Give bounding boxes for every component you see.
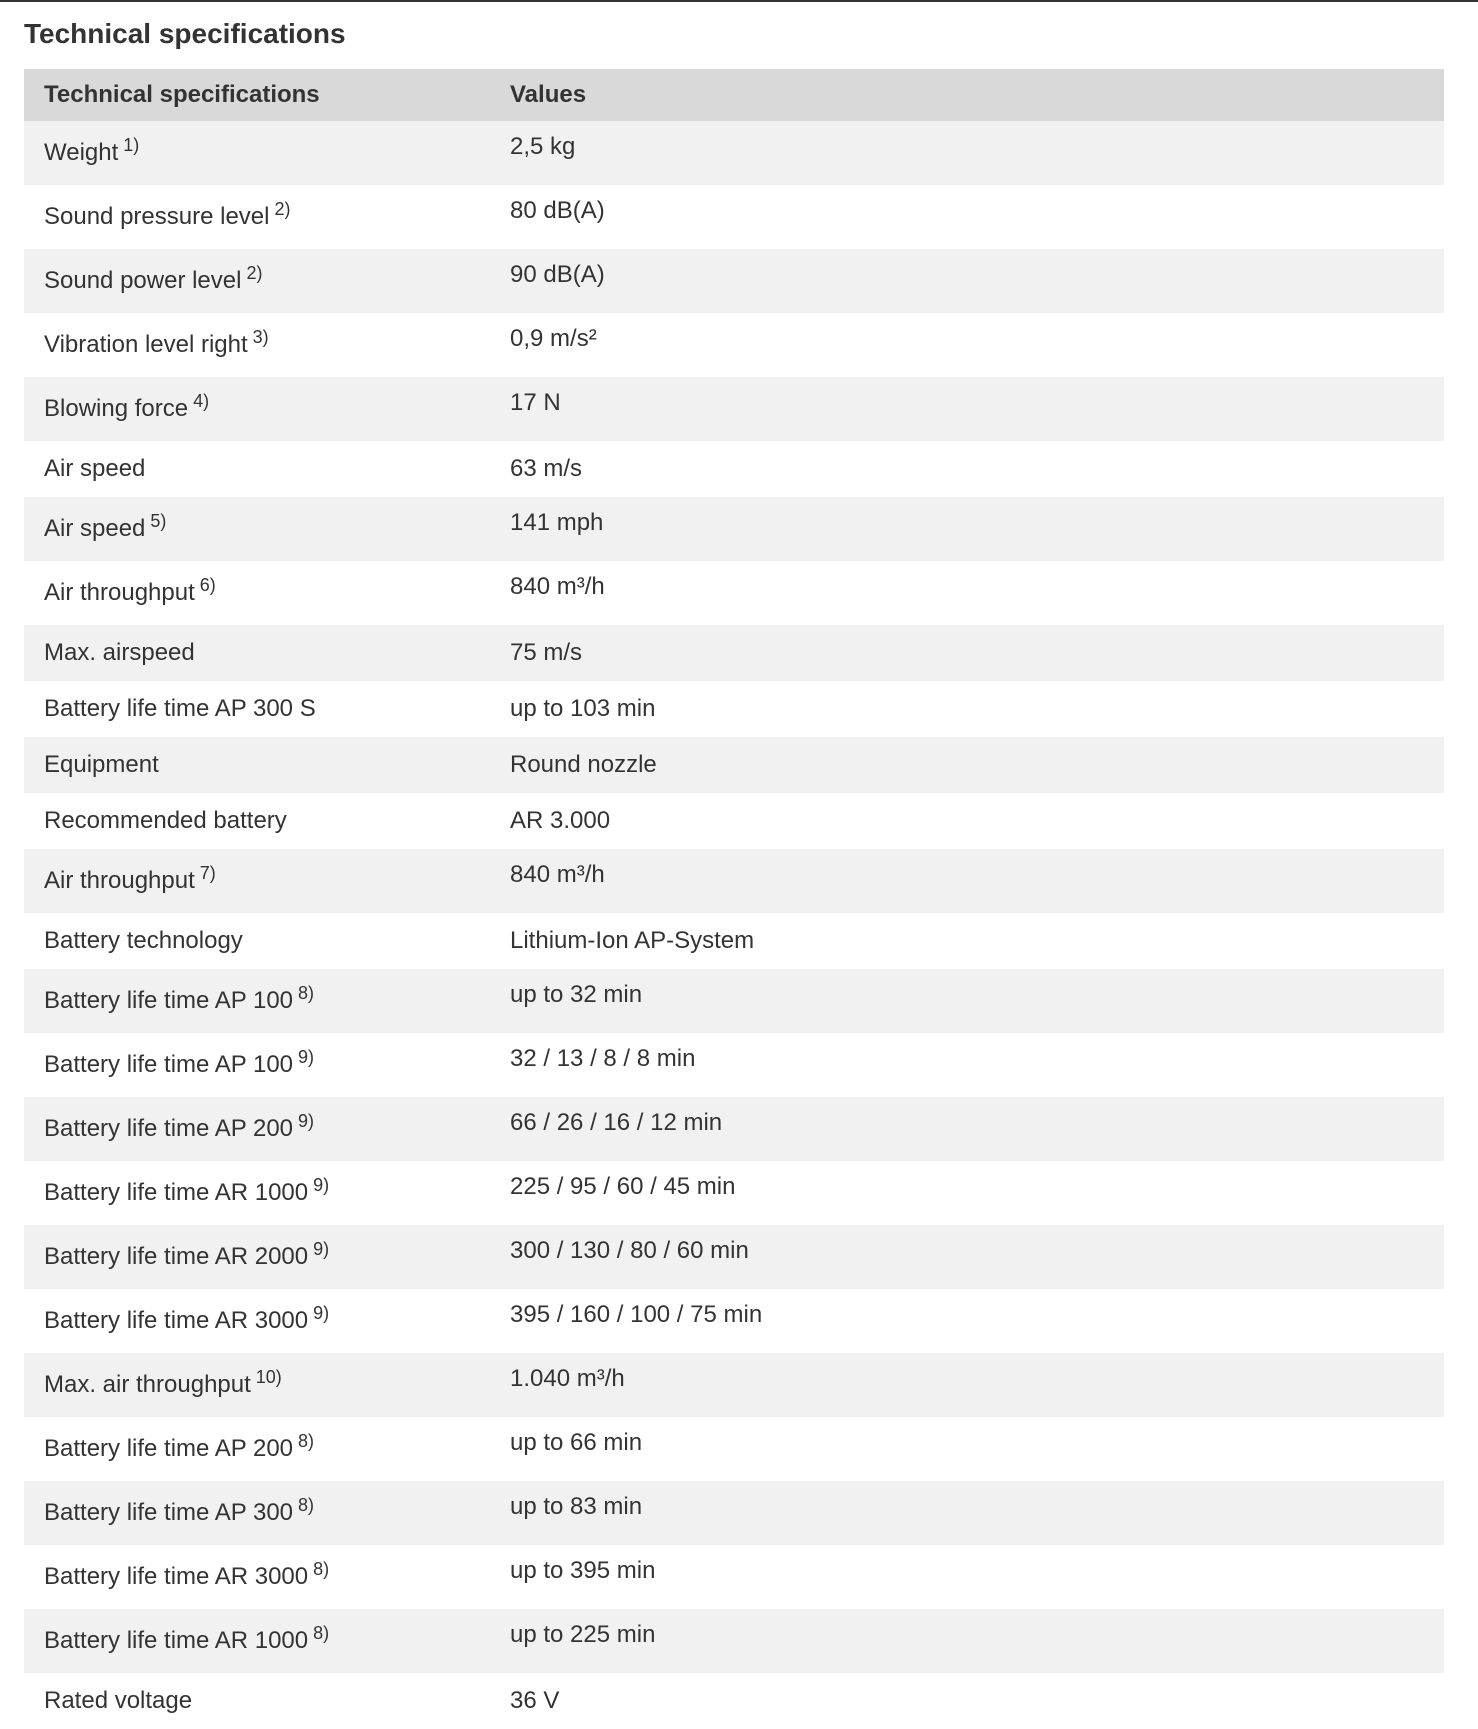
footnote-marker: 2) [246,263,263,283]
value-cell [490,969,1444,1033]
value-cell [490,625,1444,681]
spec-label: Air speed [44,455,146,482]
spec-cell [24,681,490,737]
spec-label: Sound pressure level [44,203,270,230]
value-cell [490,497,1444,561]
spec-label: Battery life time AR 1000 [44,1627,309,1654]
value-cell [490,1545,1444,1609]
spec-cell [24,1289,490,1353]
value-cell [490,441,1444,497]
value-cell [490,1417,1444,1481]
table-row [24,1609,1444,1673]
value-cell [490,249,1444,313]
spec-label: Air speed [44,515,146,542]
spec-value: 36 V [510,1687,560,1714]
spec-label: Battery life time AR 3000 [44,1307,309,1334]
table-row [24,849,1444,913]
spec-value: 300 / 130 / 80 / 60 min [510,1237,749,1264]
spec-label: Equipment [44,751,159,778]
footnote-marker: 9) [313,1175,330,1195]
table-row [24,793,1444,849]
section-title: Technical specifications [24,18,346,49]
spec-cell [24,249,490,313]
spec-label: Recommended battery [44,807,287,834]
footnote-marker: 2) [274,199,291,219]
table-row [24,1417,1444,1481]
table-row [24,1289,1444,1353]
spec-label: Max. airspeed [44,639,195,666]
spec-label: Air throughput [44,867,195,894]
footnote-marker: 9) [298,1111,315,1131]
table-row [24,1161,1444,1225]
value-cell [490,185,1444,249]
column-header-spec: Technical specifications [24,69,490,121]
spec-label: Weight [44,139,119,166]
spec-label: Sound power level [44,267,242,294]
spec-cell [24,121,490,185]
spec-value: 90 dB(A) [510,261,605,288]
table-row [24,1353,1444,1417]
spec-label: Battery life time AP 300 [44,1499,294,1526]
spec-label: Battery life time AR 2000 [44,1243,309,1270]
value-cell [490,737,1444,793]
spec-value: up to 66 min [510,1429,643,1456]
footnote-marker: 9) [298,1047,315,1067]
value-cell [490,681,1444,737]
spec-label: Air throughput [44,579,195,606]
spec-value: 840 m³/h [510,573,605,600]
table-row [24,561,1444,625]
table-row [24,1481,1444,1545]
spec-cell [24,1097,490,1161]
spec-label: Rated voltage [44,1687,193,1714]
table-row [24,377,1444,441]
spec-value: Lithium-Ion AP-System [510,927,755,954]
value-cell [490,793,1444,849]
spec-label: Max. air throughput [44,1371,251,1398]
table-body [24,121,1444,1729]
footnote-marker: 6) [199,575,216,595]
table-row [24,913,1444,969]
spec-value: 2,5 kg [510,133,576,160]
spec-cell [24,1353,490,1417]
spec-value: Round nozzle [510,751,657,778]
spec-value: AR 3.000 [510,807,611,834]
footnote-marker: 8) [298,1431,315,1451]
spec-value: up to 32 min [510,981,643,1008]
spec-cell [24,625,490,681]
spec-value: up to 83 min [510,1493,643,1520]
spec-label: Battery life time AP 100 [44,987,294,1014]
table-row [24,313,1444,377]
spec-cell [24,969,490,1033]
spec-label: Battery life time AP 100 [44,1051,294,1078]
spec-value: 63 m/s [510,455,583,482]
footnote-marker: 3) [252,327,269,347]
value-cell [490,313,1444,377]
value-cell [490,1353,1444,1417]
footnote-marker: 9) [313,1239,330,1259]
table-row [24,1673,1444,1729]
spec-label: Battery life time AP 200 [44,1115,294,1142]
spec-value: 0,9 m/s² [510,325,597,352]
spec-label: Battery life time AR 3000 [44,1563,309,1590]
footnote-marker: 8) [313,1623,330,1643]
table-row [24,1545,1444,1609]
spec-value: 1.040 m³/h [510,1365,625,1392]
value-cell [490,121,1444,185]
footnote-marker: 1) [123,135,140,155]
spec-cell [24,313,490,377]
table-row [24,681,1444,737]
spec-value: 75 m/s [510,639,583,666]
column-header-value: Values [490,69,1444,121]
value-cell [490,1161,1444,1225]
table-row [24,737,1444,793]
spec-cell [24,737,490,793]
spec-value: 17 N [510,389,561,416]
spec-label: Battery life time AR 1000 [44,1179,309,1206]
table-row [24,1225,1444,1289]
spec-value: 225 / 95 / 60 / 45 min [510,1173,736,1200]
table-header-row [24,69,1444,121]
footnote-marker: 10) [255,1367,282,1387]
footnote-marker: 5) [150,511,167,531]
spec-label: Vibration level right [44,331,248,358]
spec-value: 80 dB(A) [510,197,605,224]
table-row [24,121,1444,185]
footnote-marker: 8) [298,1495,315,1515]
spec-value: 395 / 160 / 100 / 75 min [510,1301,763,1328]
value-cell [490,1097,1444,1161]
spec-value: 32 / 13 / 8 / 8 min [510,1045,696,1072]
spec-cell [24,377,490,441]
spec-cell [24,1033,490,1097]
spec-label: Battery life time AP 300 S [44,695,316,722]
footnote-marker: 8) [313,1559,330,1579]
spec-cell [24,185,490,249]
value-cell [490,377,1444,441]
table-row [24,1097,1444,1161]
table-row [24,969,1444,1033]
spec-cell [24,793,490,849]
spec-cell [24,1161,490,1225]
table-row [24,185,1444,249]
spec-cell [24,1225,490,1289]
value-cell [490,1289,1444,1353]
spec-cell [24,1545,490,1609]
top-divider [0,0,1478,2]
table-row [24,497,1444,561]
spec-cell [24,497,490,561]
spec-value: 840 m³/h [510,861,605,888]
spec-cell [24,561,490,625]
value-cell [490,1033,1444,1097]
value-cell [490,561,1444,625]
spec-cell [24,441,490,497]
spec-value: 141 mph [510,509,604,536]
value-cell [490,849,1444,913]
value-cell [490,1225,1444,1289]
spec-value: up to 225 min [510,1621,656,1648]
spec-cell [24,849,490,913]
table-row [24,625,1444,681]
value-cell [490,913,1444,969]
spec-cell [24,1609,490,1673]
spec-cell [24,1417,490,1481]
footnote-marker: 9) [313,1303,330,1323]
table-row [24,441,1444,497]
table-row [24,249,1444,313]
spec-label: Blowing force [44,395,189,422]
spec-value: up to 395 min [510,1557,656,1584]
spec-label: Battery life time AP 200 [44,1435,294,1462]
spec-value: 66 / 26 / 16 / 12 min [510,1109,723,1136]
footnote-marker: 7) [199,863,216,883]
specifications-table [24,69,1444,1729]
spec-cell [24,913,490,969]
value-cell [490,1673,1444,1729]
footnote-marker: 8) [298,983,315,1003]
value-cell [490,1481,1444,1545]
spec-label: Battery technology [44,927,243,954]
table-row [24,1033,1444,1097]
value-cell [490,1609,1444,1673]
spec-value: up to 103 min [510,695,656,722]
spec-cell [24,1673,490,1729]
spec-cell [24,1481,490,1545]
footnote-marker: 4) [193,391,210,411]
